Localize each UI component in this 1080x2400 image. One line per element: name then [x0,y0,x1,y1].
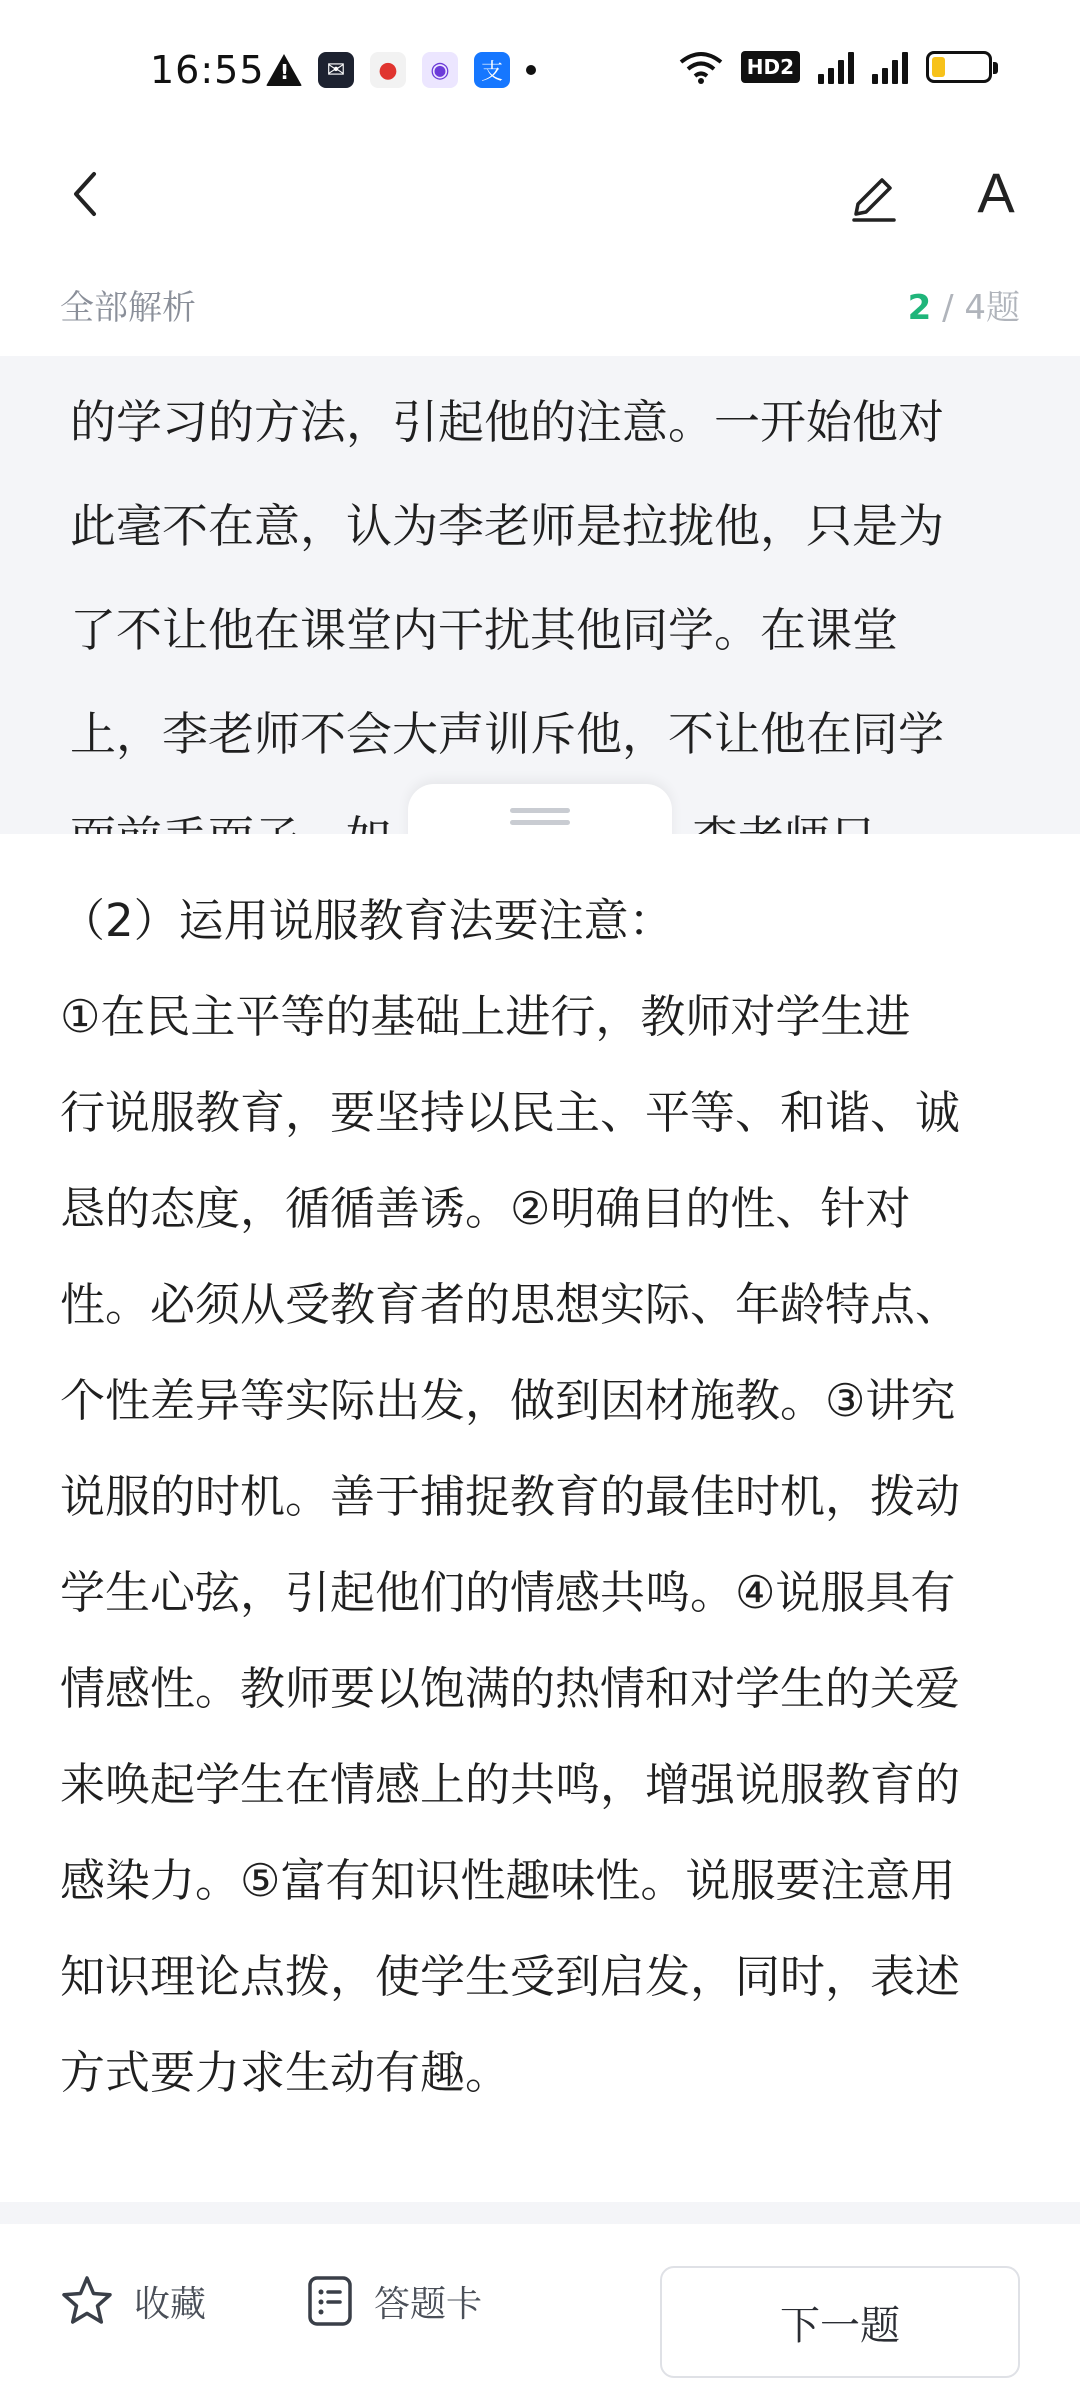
analysis-line: 行说服教育，要坚持以民主、平等、和谐、诚 [60,1086,961,1139]
question-counter [908,280,1020,329]
analysis-line: 情感性。教师要以饱满的热情和对学生的关爱 [60,1662,961,1715]
bottom-separator [0,2202,1080,2224]
analysis-line: 说服的时机。善于捕捉教育的最佳时机，拨动 [60,1470,961,1523]
analysis-line: 方式要力求生动有趣。 [60,2046,511,2099]
answer-sheet-button[interactable] [306,2274,482,2328]
next-question-button[interactable]: 下一题 [660,2266,1020,2378]
handle-bar [510,820,570,825]
battery-level [932,57,945,77]
video-app-icon: ◉ [422,52,458,88]
sub-header [0,260,1080,356]
back-button[interactable] [56,164,116,224]
question-line: 此毫不在意，认为李老师是拉拢他，只是为 [70,499,944,553]
analysis-line: 来唤起学生在情感上的共鸣，增强说服教育的 [60,1758,961,1811]
more-notifications-icon [526,65,536,75]
answer-sheet-icon [306,2274,354,2328]
analysis-line: ①在民主平等的基础上进行，教师对学生进 [60,990,911,1043]
answer-sheet-label: 答题卡 [374,2283,483,2325]
nav-bar [0,140,1080,260]
warning-icon [266,52,302,88]
font-size-button[interactable]: A [977,161,1015,224]
analysis-line: 感染力。⑤富有知识性趣味性。说服要注意用 [60,1854,956,1907]
favorite-label: 收藏 [134,2283,207,2325]
signal-5g-icon [872,50,908,84]
total-questions: / 4题 [931,288,1020,328]
wifi-icon [679,50,723,84]
handle-bar [510,808,570,813]
signal-4g-icon [818,50,854,84]
analysis-line: 性。必须从受教育者的思想实际、年龄特点、 [60,1278,961,1331]
analysis-panel [0,834,1080,2204]
analysis-line: 知识理论点拨，使学生受到启发，同时，表述 [60,1950,961,2003]
pencil-icon [844,164,904,224]
question-line: 的学习的方法，引起他的注意。一开始他对 [70,395,944,449]
notification-icons [266,52,536,88]
analysis-line: 恳的态度，循循善诱。②明确目的性、针对 [60,1182,911,1235]
bottom-bar [0,2224,1080,2400]
analysis-line: （2）运用说服教育法要注意： [60,894,674,947]
question-panel [0,356,1080,834]
chevron-left-icon [66,170,106,218]
current-question-number: 2 [907,288,932,328]
mail-app-icon: ✉ [318,52,354,88]
analysis-line: 个性差异等实际出发，做到因材施教。③讲究 [60,1374,956,1427]
note-edit-button[interactable] [844,164,904,224]
system-icons [679,50,992,84]
status-time: 16:55 [150,48,265,92]
map-app-icon: ● [370,52,406,88]
favorite-button[interactable] [60,2274,206,2328]
analysis-title: 全部解析 [60,288,196,328]
question-line: 了不让他在课堂内干扰其他同学。在课堂 [70,603,898,657]
analysis-line: 学生心弦，引起他们的情感共鸣。④说服具有 [60,1566,956,1619]
battery-icon [926,51,992,83]
status-bar [0,0,1080,140]
question-line: 上，李老师不会大声训斥他，不让他在同学 [70,707,944,761]
star-icon [60,2274,114,2328]
alipay-icon: 支 [474,52,510,88]
hd-voice-icon: HD2 [741,51,800,83]
